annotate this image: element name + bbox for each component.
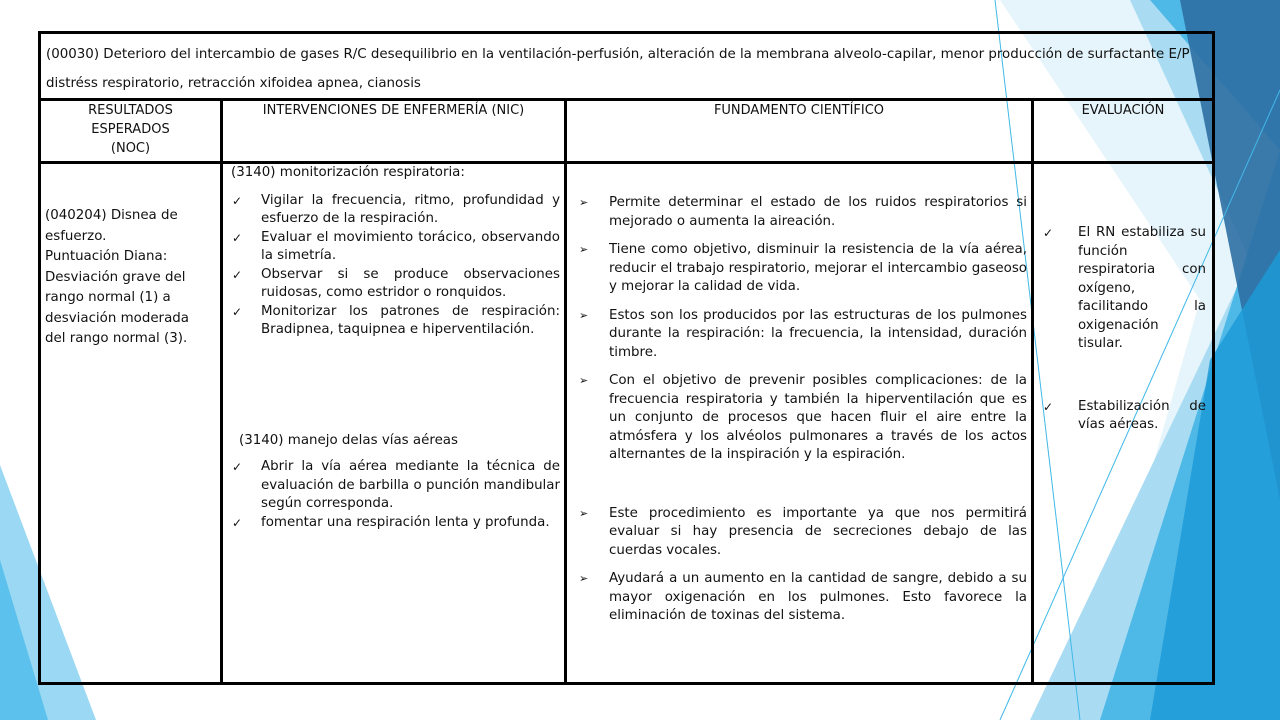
list-item-text: Tiene como objetivo, disminuir la resistencia de la vía aérea, reducir el trabajo respiratorio, mejorar el intercambio gaseoso y mejorar la calidad de vida. [609, 242, 1027, 294]
header-noc-line3: (NOC) [110, 141, 151, 156]
nic-cell [222, 163, 566, 684]
list-item-text: Vigilar la frecuencia, ritmo, profundidad y esfuerzo de la respiración. [261, 192, 560, 226]
arrow-bullet-icon: ➢ [579, 308, 589, 322]
list-item [571, 505, 1027, 561]
list-item [227, 192, 560, 229]
list-item [571, 194, 1027, 231]
arrow-bullet-icon: ➢ [579, 196, 589, 209]
check-icon: ✓ [232, 267, 243, 282]
list-item [571, 570, 1027, 626]
list-item [227, 229, 560, 266]
check-icon: ✓ [1043, 399, 1054, 414]
header-evaluacion [1033, 100, 1214, 163]
header-nic [222, 100, 566, 163]
noc-line: esfuerzo. [45, 228, 107, 244]
check-icon: ✓ [232, 230, 243, 245]
list-item-text: Ayudará a un aumento en la cantidad de sangre, debido a su mayor oxigenación en los pulmones. Esto favorece la eliminación de toxinas del sistema. [609, 571, 1027, 623]
nic-group2-list [227, 458, 560, 532]
list-item-text: El RN estabiliza su función respiratoria con oxígeno, facilitando la oxigenación tisular. [1078, 225, 1206, 351]
check-icon: ✓ [1043, 226, 1054, 240]
check-icon: ✓ [232, 193, 243, 208]
noc-line: del rango normal (3). [45, 331, 188, 346]
list-item [1038, 398, 1206, 435]
diagnosis-cell [40, 33, 1214, 100]
list-item-text: fomentar una respiración lenta y profunda. [261, 514, 550, 530]
fundamento-cell [566, 163, 1033, 684]
arrow-bullet-icon: ➢ [579, 374, 589, 387]
header-fundamento-label: FUNDAMENTO CIENTÍFICO [713, 103, 885, 118]
list-item [571, 241, 1027, 297]
noc-line: (040204) Disnea de [45, 208, 178, 223]
noc-line: rango normal (1) a [45, 290, 171, 305]
list-item [227, 266, 560, 303]
noc-line: Puntuación Diana: [45, 249, 168, 264]
list-item-text: Observar si se produce observaciones ruidosas, como estridor o ronquidos. [261, 266, 560, 300]
check-icon: ✓ [232, 460, 243, 474]
header-noc-line1: RESULTADOS [88, 103, 173, 118]
check-icon: ✓ [232, 515, 243, 530]
list-item-text: Monitorizar los patrones de respiración: Bradipnea, taquipnea e hiperventilación. [261, 303, 560, 337]
arrow-bullet-icon: ➢ [579, 572, 589, 585]
noc-line: desviación moderada [45, 310, 189, 326]
header-evaluacion-label: EVALUACIÓN [1081, 103, 1165, 118]
list-item-text: Con el objetivo de prevenir posibles complicaciones: de la frecuencia respiratoria y también la hiperventilación que es un conjunto de procesos que hacen fluir el aire entre la atmósfera y los alvéolos pulmonares a través de los actos alternantes de la inspiración y la espiración. [609, 373, 1027, 462]
list-item-text: Evaluar el movimiento torácico, observando la simetría. [261, 229, 560, 263]
evaluacion-list [1038, 224, 1206, 435]
noc-line: Desviación grave del [45, 269, 186, 285]
nic-group2-title: (3140) manejo delas vías aéreas [239, 432, 458, 448]
list-item-text: Permite determinar el estado de los ruidos respiratorios si mejorado o aumenta la aireación. [609, 195, 1027, 229]
nic-group1-title: (3140) monitorización respiratoria: [231, 165, 465, 180]
arrow-bullet-icon: ➢ [579, 243, 589, 256]
diagnosis-text: (00030) Deterioro del intercambio de gases R/C desequilibrio en la ventilación-perfusión, alteración de la membrana alveolo-capilar, menor producción de surfactante E/P distréss respiratorio, retracción xifoidea apnea, cianosis [46, 47, 1190, 91]
list-item-text: Este procedimiento es importante ya que nos permitirá evaluar si hay presencia de secreciones debajo de las cuerdas vocales. [609, 505, 1027, 558]
care-plan-table [38, 31, 1215, 685]
list-item [227, 514, 560, 533]
spacer [571, 475, 1027, 505]
list-item [227, 303, 560, 340]
spacer [1038, 354, 1206, 398]
list-item [571, 372, 1027, 465]
noc-cell [40, 163, 222, 684]
header-noc-line2: ESPERADOS [91, 122, 170, 137]
evaluacion-cell [1033, 163, 1214, 684]
header-fundamento [566, 100, 1033, 163]
header-nic-label: INTERVENCIONES DE ENFERMERÍA (NIC) [262, 103, 525, 118]
list-item-text: Abrir la vía aérea mediante la técnica de evaluación de barbilla o punción mandibular según corresponda. [261, 459, 560, 511]
fundamento-group2-list [571, 505, 1027, 626]
arrow-bullet-icon: ➢ [579, 506, 589, 520]
nic-group1-list [227, 192, 560, 340]
header-noc [40, 100, 222, 163]
fundamento-group1-list [571, 194, 1027, 465]
list-item [571, 307, 1027, 363]
list-item-text: Estabilización de vías aéreas. [1078, 398, 1206, 432]
list-item [1038, 224, 1206, 354]
list-item [227, 458, 560, 514]
check-icon: ✓ [232, 304, 243, 319]
list-item-text: Estos son los producidos por las estructuras de los pulmones durante la respiración: la frecuencia, la intensidad, duración timbre. [609, 307, 1027, 360]
